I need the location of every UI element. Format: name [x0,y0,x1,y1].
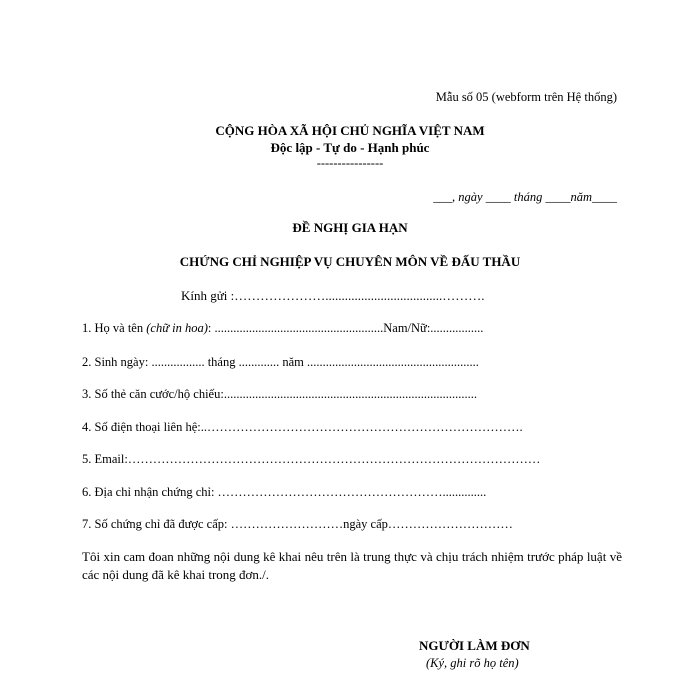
field-full-name-hint: (chữ in hoa) [146,321,208,335]
place-blank: ___ [433,190,453,204]
form-code: Mẫu số 05 (webform trên Hệ thống) [435,90,617,104]
recipient-line: Kính gửi :…………………....................................………. [181,288,485,303]
declaration-paragraph: Tôi xin cam đoan những nội dung kê khai nêu trên là trung thực và chịu trách nhiệm trước pháp luật về các nội dung đã kê khai trong đơn./. [82,549,622,582]
field-email: 5. Email:……………………………………………………………………………………… [82,452,541,466]
field-full-name-label: 1. Họ và tên [82,321,147,335]
field-full-name [82,322,483,335]
document-title: ĐỀ NGHỊ GIA HẠN [292,220,408,235]
year-blank: ____ [592,190,617,204]
date-line [433,191,617,204]
document-subtitle: CHỨNG CHỈ NGHIỆP VỤ CHUYÊN MÔN VỀ ĐẤU THẦU [179,254,521,269]
motto: Độc lập - Tự do - Hạnh phúc [270,140,430,155]
field-certificate: 7. Số chứng chỉ đã được cấp: ………………………ngày cấp………………………… [82,517,513,531]
nation-heading: CỘNG HÒA XÃ HỘI CHỦ NGHĨA VIỆT NAM [215,123,485,138]
day-label: , ngày [452,190,483,204]
field-id-card: 3. Số thẻ căn cước/hộ chiếu:................................................................................. [82,387,477,401]
field-full-name-blank: : ......................................................Nam/Nữ:................. [207,321,484,335]
signer-title: NGƯỜI LÀM ĐƠN [419,638,530,653]
month-blank: ____ [545,190,571,204]
field-birth-date: 2. Sinh ngày: ................. tháng ............. năm ....................................................... [82,355,479,369]
header-divider: ---------------- [316,156,384,170]
month-label: tháng [513,190,543,204]
field-phone: 4. Số điện thoại liên hệ:..…………………………………………………………………. [82,420,523,434]
signature-note: (Ký, ghi rõ họ tên) [426,656,519,670]
field-address: 6. Địa chỉ nhận chứng chỉ: ……………………………………………….............. [82,485,487,499]
day-blank: ____ [485,190,511,204]
year-label: năm [570,190,592,204]
